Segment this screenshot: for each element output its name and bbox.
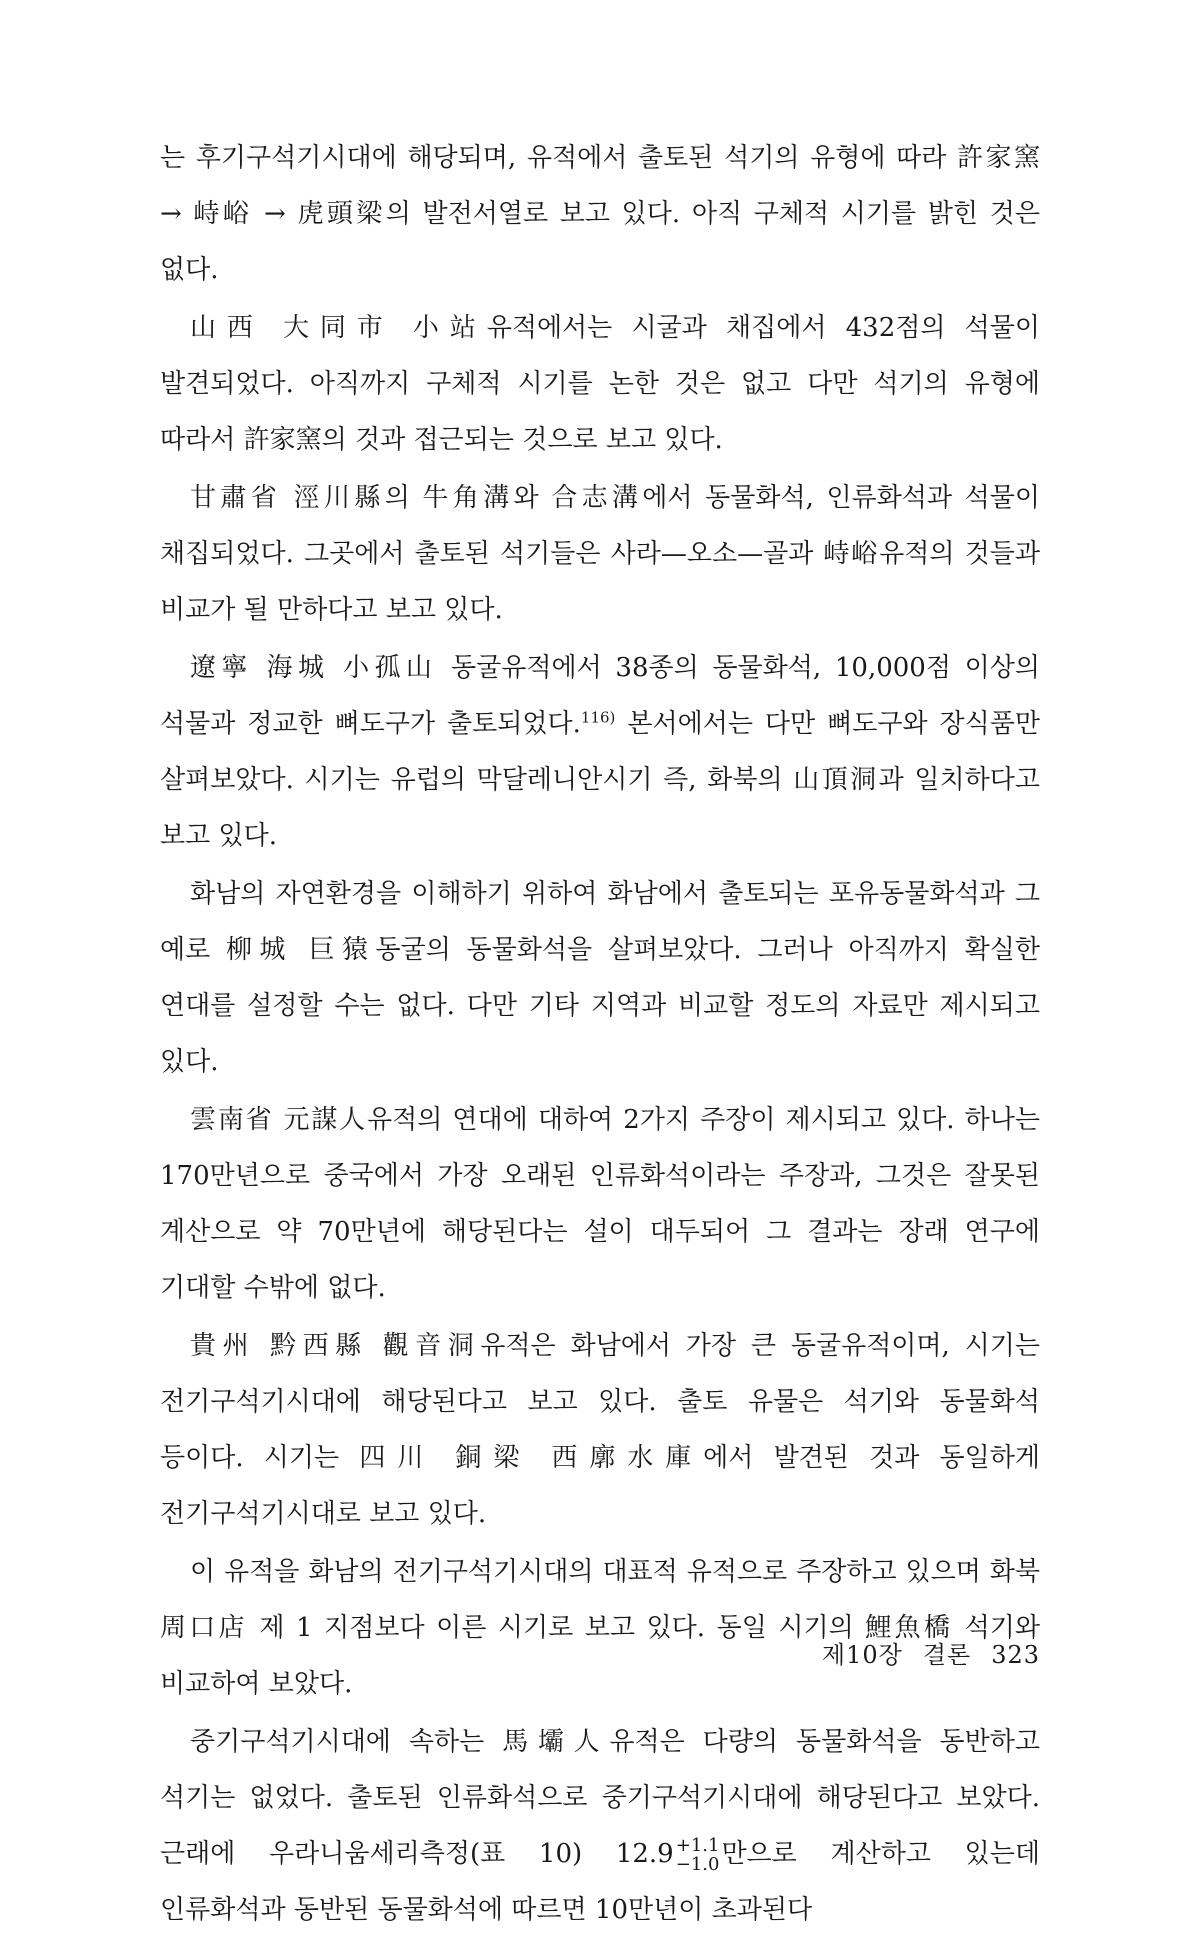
fraction-top: +1.1 bbox=[675, 1835, 720, 1856]
page-number: 323 bbox=[991, 1641, 1040, 1669]
footnote-ref: 116) bbox=[580, 708, 616, 727]
error-range-fraction bbox=[676, 1836, 720, 1874]
paragraph-4-text-after: 본서에서는 다만 뼈도구와 장식품만 살펴보았다. 시기는 유럽의 막달레니안시기 즉, 화북의 山頂洞과 일치하다고 보고 있다. bbox=[160, 709, 1040, 851]
paragraph-2: 山西 大同市 小站유적에서는 시굴과 채집에서 432점의 석물이 발견되었다. 아직까지 구체적 시기를 논한 것은 없고 다만 석기의 유형에 따라서 許家窯의 것과 접근되는 것으로 보고 있다. bbox=[160, 313, 1040, 455]
paragraph-1: 는 후기구석기시대에 해당되며, 유적에서 출토된 석기의 유형에 따라 許家窯 → 峙峪 → 虎頭梁의 발전서열로 보고 있다. 아직 구체적 시기를 밝힌 것은 없다. bbox=[160, 143, 1040, 285]
paragraph-4-text-before: 遼寧 海城 小孤山 동굴유적에서 38종의 동물화석, 10,000점 이상의 석물과 정교한 뼈도구가 출토되었다. bbox=[160, 653, 1040, 739]
paragraph-9-text-before: 중기구석기시대에 속하는 馬壩人유적은 다량의 동물화석을 동반하고 석기는 없었다. 출토된 인류화석으로 중기구석기시대에 해당된다고 보았다. 근래에 우라니움세리측정(표 10) 12.9 bbox=[160, 1727, 1040, 1869]
paragraph-7: 貴州 黔西縣 觀音洞유적은 화남에서 가장 큰 동굴유적이며, 시기는 전기구석기시대에 해당된다고 보고 있다. 출토 유물은 석기와 동물화석 등이다. 시기는 四川 銅梁 西廓水庫에서 발견된 것과 동일하게 전기구석기시대로 보고 있다. bbox=[160, 1331, 1040, 1529]
chapter-title: 결론 bbox=[922, 1641, 972, 1669]
paragraph-3: 甘肅省 涇川縣의 牛角溝와 合志溝에서 동물화석, 인류화석과 석물이 채집되었다. 그곳에서 출토된 석기들은 사라—오소—골과 峙峪유적의 것들과 비교가 될 만하다고 보고 있다. bbox=[160, 483, 1040, 625]
chapter-label: 제10장 bbox=[821, 1641, 903, 1669]
paragraph-4 bbox=[160, 640, 1040, 864]
paragraph-9-text-after: 만으로 계산하고 있는데 인류화석과 동반된 동물화석에 따르면 10만년이 초과된다 bbox=[160, 1839, 1040, 1925]
paragraph-9 bbox=[160, 1714, 1040, 1938]
fraction-bottom: −1.0 bbox=[675, 1854, 720, 1875]
paragraph-6: 雲南省 元謀人유적의 연대에 대하여 2가지 주장이 제시되고 있다. 하나는 170만년으로 중국에서 가장 오래된 인류화석이라는 주장과, 그것은 잘못된 계산으로 약 70만년에 해당된다는 설이 대두되어 그 결과는 장래 연구에 기대할 수밖에 없다. bbox=[160, 1105, 1040, 1303]
page-footer bbox=[822, 1640, 1040, 1670]
paragraph-8: 이 유적을 화남의 전기구석기시대의 대표적 유적으로 주장하고 있으며 화북 周口店 제 1 지점보다 이른 시기로 보고 있다. 동일 시기의 鯉魚橋 석기와 비교하여 보았다. bbox=[160, 1557, 1040, 1699]
paragraph-5: 화남의 자연환경을 이해하기 위하여 화남에서 출토되는 포유동물화석과 그 예로 柳城 巨猿동굴의 동물화석을 살펴보았다. 그러나 아직까지 확실한 연대를 설정할 수는 없다. 다만 기타 지역과 비교할 정도의 자료만 제시되고 있다. bbox=[160, 879, 1040, 1077]
